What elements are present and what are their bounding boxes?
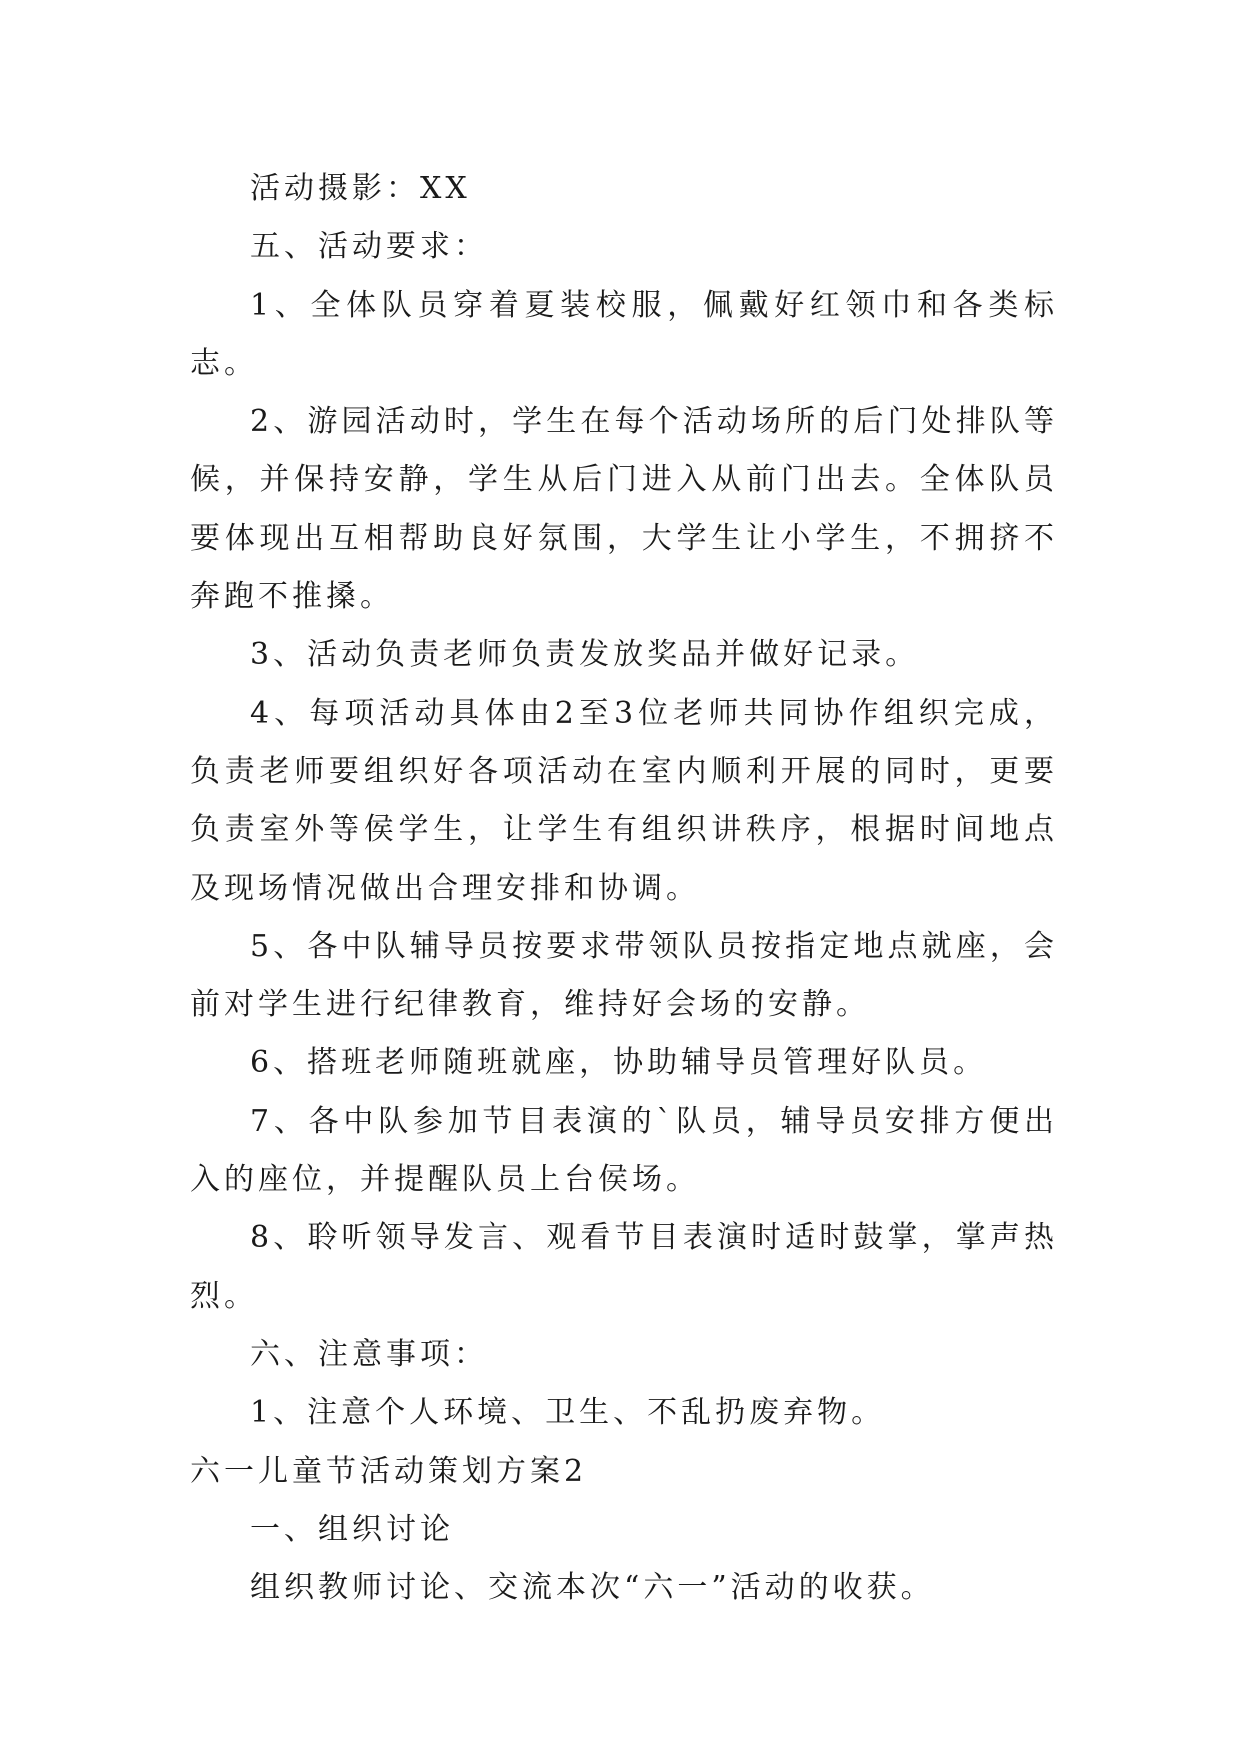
paragraph-discussion: 组织教师讨论、交流本次“六一”活动的收获。 bbox=[250, 1570, 935, 1606]
section-heading-discussion: 一、组织讨论 bbox=[250, 1511, 454, 1547]
paragraph-requirement-5: 5、各中队辅导员按要求带领队员按指定地点就座，会前对学生进行纪律教育，维持好会场的安静。 bbox=[190, 928, 1058, 1023]
paragraph-requirement-8: 8、聆听领导发言、观看节目表演时适时鼓掌，掌声热烈。 bbox=[190, 1220, 1058, 1314]
paragraph-requirement-2: 2、游园活动时，学生在每个活动场所的后门处排队等候，并保持安静，学生从后门进入从前门出去。全体队员要体现出互相帮助良好氛围，大学生让小学生，不拥挤不奔跑不推搡。 bbox=[190, 404, 1058, 615]
paragraph-requirement-4: 4、每项活动具体由2至3位老师共同协作组织完成，负责老师要组织好各项活动在室内顺利开展的同时，更要负责室外等侯学生，让学生有组织讲秩序，根据时间地点及现场情况做出合理安排和协调。 bbox=[190, 695, 1058, 906]
paragraph-photographer: 活动摄影：XX bbox=[250, 171, 471, 206]
document-body bbox=[190, 160, 1058, 1617]
paragraph-requirement-3: 3、活动负责老师负责发放奖品并做好记录。 bbox=[250, 637, 920, 673]
paragraph-requirement-7: 7、各中队参加节目表演的`队员，辅导员安排方便出入的座位，并提醒队员上台侯场。 bbox=[190, 1103, 1058, 1198]
paragraph-requirement-1: 1、全体队员穿着夏装校服，佩戴好红领巾和各类标志。 bbox=[190, 287, 1058, 381]
paragraph-note-1: 1、注意个人环境、卫生、不乱扔废弃物。 bbox=[250, 1395, 886, 1431]
paragraph-requirement-6: 6、搭班老师随班就座，协助辅导员管理好队员。 bbox=[250, 1045, 988, 1081]
section-heading-requirements: 五、活动要求： bbox=[250, 229, 488, 265]
section-heading-notes: 六、注意事项： bbox=[250, 1336, 488, 1372]
document-title-plan-2: 六一儿童节活动策划方案2 bbox=[190, 1453, 588, 1489]
